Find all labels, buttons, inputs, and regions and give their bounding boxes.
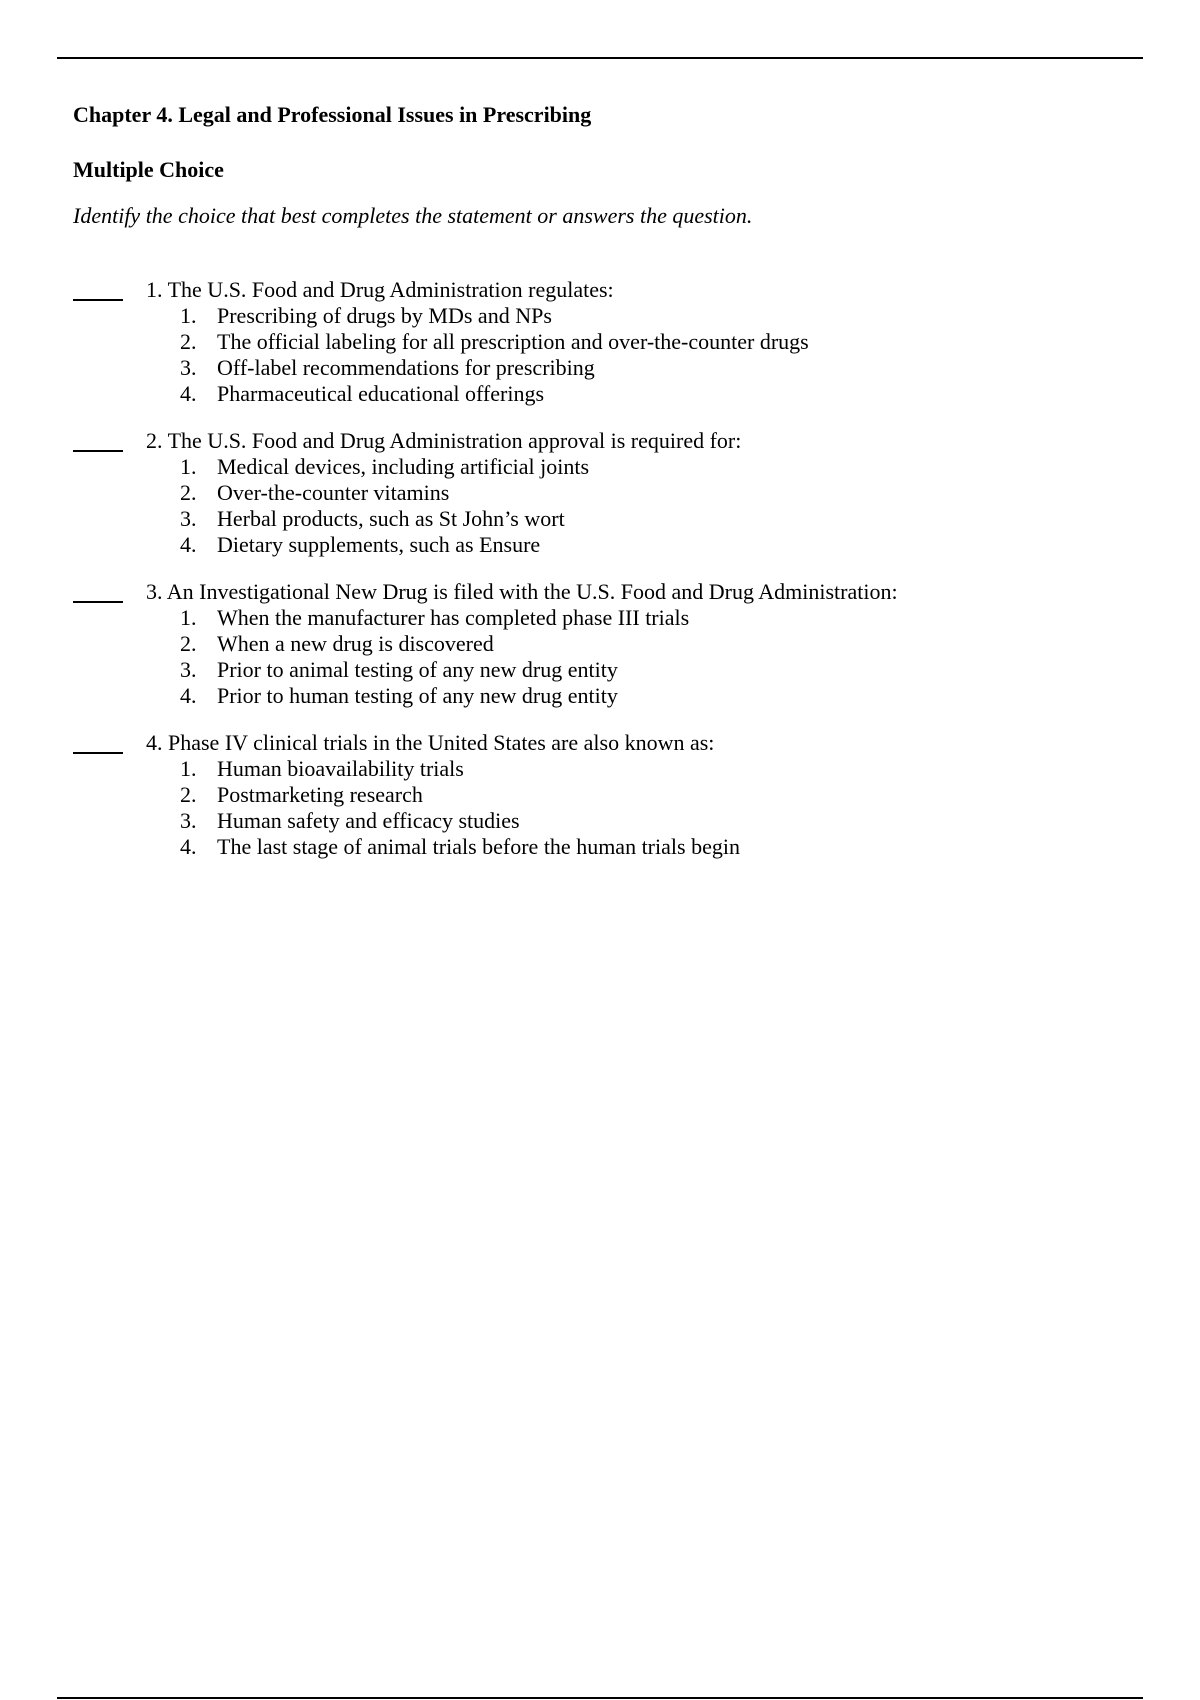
choice-3-2 <box>180 631 689 657</box>
choice-text: Postmarketing research <box>217 782 423 807</box>
answer-blank-3[interactable] <box>73 601 123 603</box>
choice-text: When a new drug is discovered <box>217 631 494 656</box>
choice-1-2 <box>180 329 809 355</box>
question-stem-3: 3. An Investigational New Drug is filed with the U.S. Food and Drug Administration: <box>146 579 898 604</box>
answer-blank-4[interactable] <box>73 752 123 754</box>
choice-4-4 <box>180 834 740 860</box>
choice-4-2 <box>180 782 740 808</box>
choice-number: 1. <box>180 303 197 328</box>
choice-1-4 <box>180 381 809 407</box>
choice-list-1 <box>180 303 809 407</box>
choice-number: 3. <box>180 355 197 380</box>
choice-number: 4. <box>180 532 197 557</box>
choice-number: 2. <box>180 782 197 807</box>
choice-text: Human bioavailability trials <box>217 756 464 781</box>
choice-list-3 <box>180 605 689 709</box>
choice-2-4 <box>180 532 589 558</box>
chapter-title: Chapter 4. Legal and Professional Issues in Prescribing <box>73 102 592 127</box>
choice-4-3 <box>180 808 740 834</box>
bottom-divider <box>57 1697 1143 1699</box>
choice-number: 1. <box>180 605 197 630</box>
question-stem-1: 1. The U.S. Food and Drug Administration regulates: <box>146 277 614 302</box>
choice-text: The official labeling for all prescription and over-the-counter drugs <box>217 329 809 354</box>
choice-2-3 <box>180 506 589 532</box>
choice-3-4 <box>180 683 689 709</box>
choice-number: 4. <box>180 381 197 406</box>
section-title: Multiple Choice <box>73 157 224 182</box>
choice-text: Medical devices, including artificial joints <box>217 454 590 479</box>
choice-text: Herbal products, such as St John’s wort <box>217 506 565 531</box>
choice-list-4 <box>180 756 740 860</box>
choice-number: 2. <box>180 480 197 505</box>
choice-text: The last stage of animal trials before the human trials begin <box>217 834 740 859</box>
choice-text: Human safety and efficacy studies <box>217 808 520 833</box>
choice-2-1 <box>180 454 589 480</box>
question-stem-2: 2. The U.S. Food and Drug Administration approval is required for: <box>146 428 742 453</box>
choice-1-3 <box>180 355 809 381</box>
choice-number: 3. <box>180 657 197 682</box>
choice-number: 4. <box>180 683 197 708</box>
choice-list-2 <box>180 454 589 558</box>
choice-text: Off-label recommendations for prescribing <box>217 355 595 380</box>
choice-text: Pharmaceutical educational offerings <box>217 381 545 406</box>
choice-number: 2. <box>180 329 197 354</box>
answer-blank-2[interactable] <box>73 450 123 452</box>
choice-2-2 <box>180 480 589 506</box>
choice-text: Prior to animal testing of any new drug entity <box>217 657 618 682</box>
choice-number: 1. <box>180 454 197 479</box>
choice-number: 3. <box>180 808 197 833</box>
choice-text: Prior to human testing of any new drug entity <box>217 683 618 708</box>
choice-number: 3. <box>180 506 197 531</box>
choice-1-1 <box>180 303 809 329</box>
choice-number: 1. <box>180 756 197 781</box>
choice-text: Over-the-counter vitamins <box>217 480 450 505</box>
choice-text: Dietary supplements, such as Ensure <box>217 532 541 557</box>
question-stem-4: 4. Phase IV clinical trials in the United States are also known as: <box>146 730 715 755</box>
choice-text: When the manufacturer has completed phase III trials <box>217 605 690 630</box>
choice-number: 4. <box>180 834 197 859</box>
choice-3-3 <box>180 657 689 683</box>
answer-blank-1[interactable] <box>73 299 123 301</box>
instructions: Identify the choice that best completes the statement or answers the question. <box>73 203 753 228</box>
choice-text: Prescribing of drugs by MDs and NPs <box>217 303 552 328</box>
choice-4-1 <box>180 756 740 782</box>
choice-number: 2. <box>180 631 197 656</box>
choice-3-1 <box>180 605 689 631</box>
top-divider <box>57 57 1143 59</box>
